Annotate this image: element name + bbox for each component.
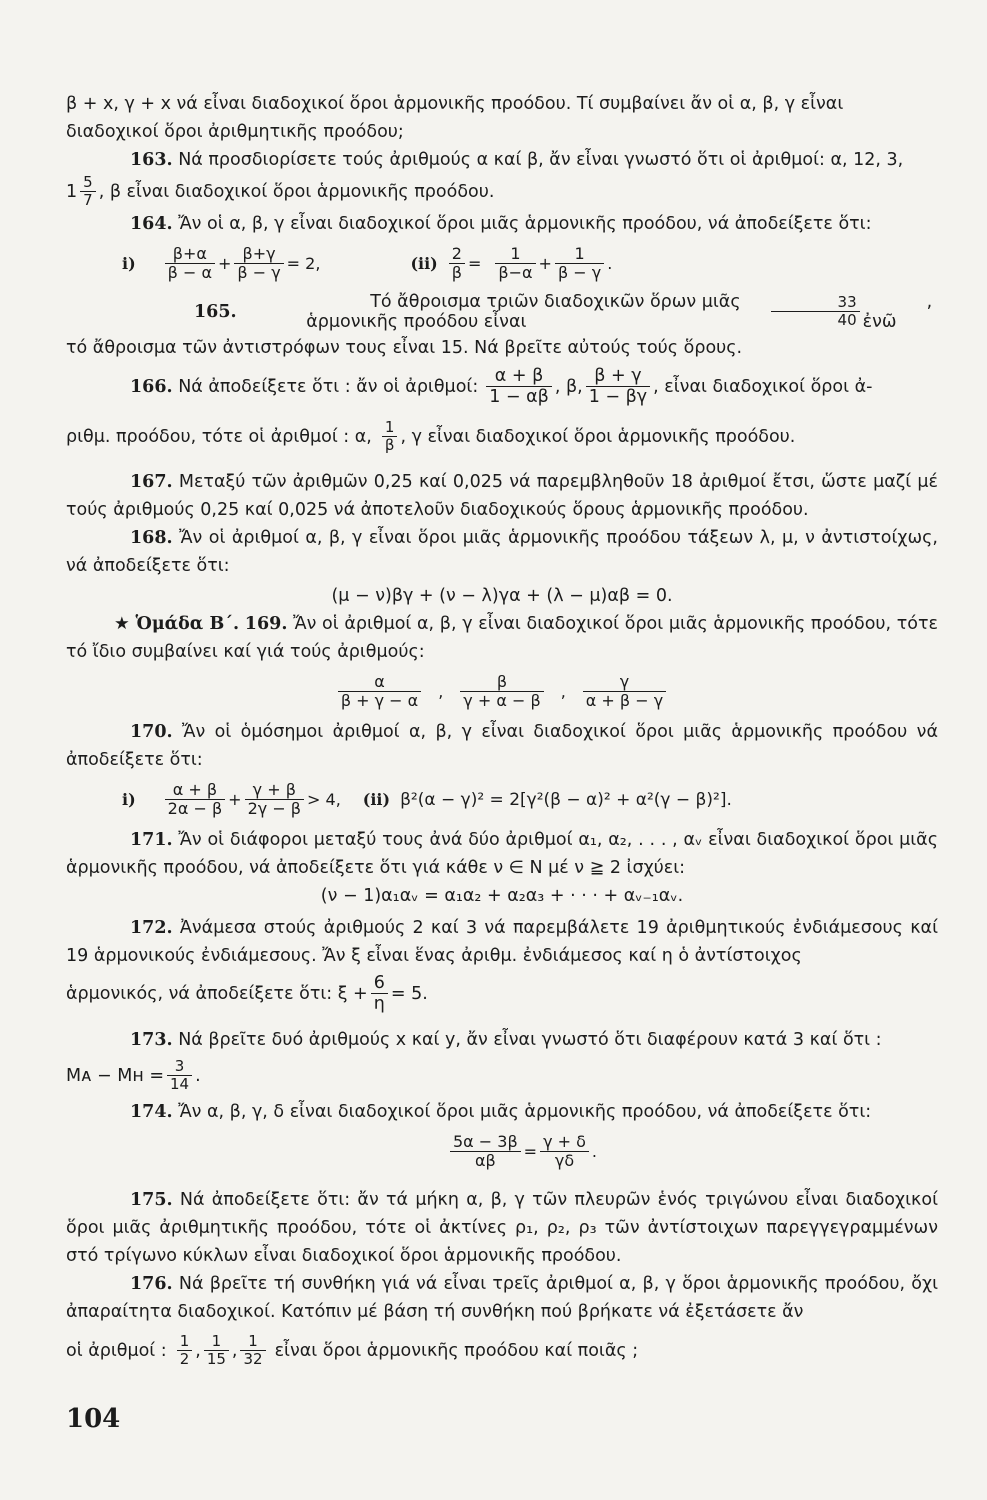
operator: + [218, 254, 232, 273]
text: ριθμ. προόδου, τότε οἱ ἀριθμοί : α, [66, 426, 372, 447]
operator: = [523, 1142, 538, 1161]
problem-174 [66, 1098, 938, 1126]
fraction [245, 781, 304, 819]
problem-number: 169. [244, 613, 288, 634]
text: ἁρμονικός, νά ἀποδείξετε ὅτι: ξ + [66, 983, 368, 1004]
text: = 5. [390, 983, 428, 1004]
separator: , [560, 682, 566, 701]
denominator: 40 [771, 311, 860, 329]
numerator: 1 [384, 417, 395, 436]
problem-number: 165. [194, 301, 237, 322]
fraction [771, 294, 860, 330]
denominator: 32 [240, 1350, 265, 1368]
problem-176-cont [66, 1326, 938, 1376]
numerator: β+α [172, 243, 207, 263]
problem-text-tail: , ἐνῶ [862, 291, 933, 332]
fraction [371, 973, 388, 1014]
problem-number: 171. [130, 829, 173, 850]
denominator: η [371, 993, 388, 1014]
numerator: 1 [211, 1331, 222, 1350]
lhs: Mᴀ − Mʜ = [66, 1065, 165, 1086]
denominator: αβ [450, 1151, 521, 1170]
numerator: 1 [510, 243, 521, 263]
equation-164 [66, 238, 938, 290]
fraction [460, 673, 543, 711]
equation-174 [66, 1126, 938, 1178]
fraction [234, 245, 283, 283]
part-label: (ii) [362, 790, 391, 809]
denominator: 2α − β [165, 799, 226, 818]
denominator: 2 [177, 1350, 193, 1368]
problem-176 [66, 1270, 938, 1326]
numerator: 1 [574, 243, 585, 263]
equation-169 [66, 666, 938, 718]
problem-number: 170. [130, 721, 173, 742]
numerator: β + γ [594, 365, 642, 386]
numerator: γ + δ [543, 1131, 586, 1151]
denominator: 14 [167, 1075, 192, 1093]
part-label: i) [122, 254, 136, 273]
denominator: 2γ − β [245, 799, 304, 818]
fraction [80, 174, 96, 210]
fraction [240, 1333, 265, 1369]
denominator: β − α [165, 263, 215, 282]
denominator: γ + α − β [460, 691, 543, 710]
problem-text: Τό ἄθροισμα τριῶν διαδοχικῶν ὅρων μιᾶς ἁρμονικῆς προόδου εἶναι [306, 291, 741, 332]
denominator: 15 [204, 1350, 229, 1368]
fraction [165, 781, 226, 819]
punctuation: . [607, 254, 613, 273]
denominator: β−α [495, 263, 535, 282]
problem-text-tail: , εἶναι διαδοχικοί ὅροι ἀ- [653, 376, 873, 397]
problem-number: 166. [130, 376, 173, 397]
numerator: α [374, 671, 385, 691]
problem-number: 174. [130, 1101, 173, 1122]
problem-172 [66, 914, 938, 970]
star-icon: ★ [114, 613, 130, 634]
denominator: β − γ [555, 263, 604, 282]
problem-text: Ἄν οἱ ἀριθμοί α, β, γ εἶναι ὅροι μιᾶς ἁρμονικῆς προόδου τάξεων λ, μ, ν ἀντιστοίχως, νά ἀποδείξετε ὅτι: [66, 527, 938, 576]
fraction [382, 419, 398, 455]
problem-number: 172. [130, 917, 173, 938]
problem-170 [66, 718, 938, 774]
fraction [495, 245, 535, 283]
problem-text: Νά βρεῖτε τή συνθήκη γιά νά εἶναι τρεῖς ἀριθμοί α, β, γ ὅροι ἁρμονικῆς προόδου, ὄχι ἀπαραίτητα διαδοχικοί. Κατόπιν μέ βάση τή συνθήκη πού βρήκατε νά ἐξετάσετε ἄν [66, 1273, 938, 1322]
fraction [338, 673, 421, 711]
numerator: γ [619, 671, 630, 691]
problem-173 [66, 1026, 938, 1054]
numerator: 3 [174, 1056, 185, 1075]
denominator: α + β − γ [583, 691, 666, 710]
page-content [66, 90, 938, 1376]
problem-text: Ἀνάμεσα στούς ἀριθμούς 2 καί 3 νά παρεμβάλετε 19 ἀριθμητικούς ἐνδιάμεσους καί 19 ἁρμονικούς ἐνδιάμεσους. Ἄν ξ εἶναι ἕνας ἀριθμ. ἐνδιάμεσος καί η ὁ ἀντίστοιχος [66, 917, 938, 966]
problem-text: Ἄν οἱ ὁμόσημοι ἀριθμοί α, β, γ εἶναι διαδοχικοί ὅροι μιᾶς ἁρμονικῆς προόδου νά ἀποδείξετε ὅτι: [66, 721, 938, 770]
problem-168 [66, 524, 938, 580]
fraction [204, 1333, 229, 1369]
problem-171 [66, 826, 938, 882]
problem-text-tail: , β εἶναι διαδοχικοί ὅροι ἁρμονικῆς προόδου. [98, 181, 495, 202]
fraction [555, 245, 604, 283]
problem-text: Νά ἀποδείξετε ὅτι : ἄν οἱ ἀριθμοί: [178, 376, 479, 397]
problem-number: 176. [130, 1273, 173, 1294]
numerator: 1 [248, 1331, 258, 1350]
denominator: β [449, 263, 465, 282]
numerator: 5 [83, 173, 93, 191]
fraction [165, 245, 215, 283]
denominator: β + γ − α [338, 691, 421, 710]
fraction [450, 1133, 521, 1171]
problem-167 [66, 468, 938, 524]
text: οἱ ἀριθμοί : [66, 1340, 167, 1361]
intro-line-2: διαδοχικοί ὅροι ἀριθμητικῆς προόδου; [66, 122, 404, 142]
problem-163 [66, 146, 938, 174]
problem-text: Ἄν οἱ ἀριθμοί α, β, γ εἶναι διαδοχικοί ὅροι μιᾶς ἁρμονικῆς προόδου, τότε τό ἴδιο συμβαίνει καί γιά τούς ἀριθμούς: [66, 613, 938, 662]
punctuation: . [591, 1142, 598, 1161]
equation-173 [66, 1054, 938, 1098]
denominator: γδ [540, 1151, 589, 1170]
denominator: β [382, 436, 398, 454]
problem-165 [66, 290, 938, 334]
mixed-number [66, 174, 99, 210]
numerator: γ + β [252, 779, 296, 799]
separator: , [438, 682, 444, 701]
separator: , [195, 1340, 201, 1361]
problem-text: Ἄν οἱ α, β, γ εἶναι διαδοχικοί ὅροι μιᾶς ἁρμονικῆς προόδου, νά ἀποδείξετε ὅτι: [178, 213, 872, 234]
problem-number: 163. [130, 150, 173, 170]
rhs: = 2, [286, 254, 321, 273]
problem-165-cont: τό ἄθροισμα τῶν ἀντιστρόφων τους εἶναι 15. Νά βρεῖτε αὐτούς τούς ὅρους. [66, 337, 743, 358]
problem-text: Νά βρεῖτε δυό ἀριθμούς x καί y, ἄν εἶναι γνωστό ὅτι διαφέρουν κατά 3 καί ὅτι : [178, 1029, 882, 1050]
numerator: 5α − 3β [452, 1131, 518, 1151]
problem-166 [66, 362, 938, 412]
numerator: α + β [494, 365, 544, 386]
numerator: β+γ [242, 243, 276, 263]
numerator: α + β [172, 779, 218, 799]
operator: + [538, 254, 552, 273]
problem-169 [66, 610, 938, 666]
fraction [177, 1333, 193, 1369]
intro-line-1: β + x, γ + x νά εἶναι διαδοχικοί ὅροι ἁρμονικῆς προόδου. Τί συμβαίνει ἄν οἱ α, β, γ εἶναι [66, 94, 844, 114]
problem-number: 173. [130, 1029, 173, 1050]
page-number: 104 [66, 1404, 121, 1434]
problem-text: Μεταξύ τῶν ἀριθμῶν 0,25 καί 0,025 νά παρεμβληθοῦν 18 ἀριθμοί ἔτσι, ὥστε μαζί μέ τούς ἀριθμούς 0,25 καί 0,025 νά ἀποτελοῦν διαδοχικούς ὅρους ἁρμονικῆς προόδου. [66, 471, 938, 520]
fraction [586, 366, 650, 407]
group-label: Ὁμάδα Β΄. [135, 613, 240, 634]
problem-number: 175. [130, 1189, 173, 1210]
problem-text: Νά ἀποδείξετε ὅτι: ἄν τά μήκη α, β, γ τῶν πλευρῶν ἑνός τριγώνου εἶναι διαδοχικοί ὅροι μιᾶς ἀριθμητικῆς προόδου, τότε οἱ ἀκτίνες ρ₁, ρ₂, ρ₃ τῶν ἀντίστοιχων παρεγγεγραμμένων στό τρίγωνο κύκλων εἶναι διαδοχικοί ὅροι ἁρμονικῆς προόδου. [66, 1189, 938, 1266]
fraction [540, 1133, 589, 1171]
denominator: 1 − βγ [586, 386, 650, 407]
equation-171: (ν − 1)α₁αᵥ = α₁α₂ + α₂α₃ + · · · + αᵥ₋₁αᵥ. [320, 885, 684, 906]
separator: , [231, 1340, 238, 1361]
fraction [486, 366, 552, 407]
denominator: 1 − αβ [486, 386, 552, 407]
problem-text: Ἄν οἱ διάφοροι μεταξύ τους ἀνά δύο ἀριθμοί α₁, α₂, . . . , αᵥ εἶναι διαδοχικοί ὅροι μιᾶς ἁρμονικῆς προόδου, νά ἀποδείξετε ὅτι γιά κάθε ν ∈ Ν μέ ν ≧ 2 ἰσχύει: [66, 829, 938, 878]
problem-163-cont [66, 174, 938, 210]
problem-number: 164. [130, 213, 173, 234]
fraction [167, 1058, 192, 1094]
numerator: β [496, 671, 508, 691]
denominator: β − γ [234, 263, 283, 282]
denominator: 7 [80, 191, 96, 209]
problem-166-cont [66, 412, 938, 462]
text: εἶναι ὅροι ἁρμονικῆς προόδου καί ποιᾶς ; [274, 1340, 639, 1361]
fraction [449, 245, 465, 283]
numerator: 1 [179, 1331, 190, 1350]
numerator: 33 [837, 292, 857, 311]
part-label: (ii) [410, 254, 438, 273]
operator: = [467, 254, 482, 273]
problem-number: 167. [130, 471, 173, 492]
problem-number: 168. [130, 527, 173, 548]
fraction [583, 673, 666, 711]
operator: + [228, 790, 242, 809]
numerator: 2 [451, 243, 462, 263]
punctuation: . [195, 1065, 201, 1086]
text: , γ εἶναι διαδοχικοί ὅροι ἁρμονικῆς προόδου. [400, 426, 796, 447]
mixed-whole: 1 [66, 181, 78, 202]
problem-text: Ἄν α, β, γ, δ εἶναι διαδοχικοί ὅροι μιᾶς ἁρμονικῆς προόδου, νά ἀποδείξετε ὅτι: [178, 1101, 872, 1122]
equation: β²(α − γ)² = 2[γ²(β − α)² + α²(γ − β)²]. [400, 789, 732, 810]
equation-168: (μ − ν)βγ + (ν − λ)γα + (λ − μ)αβ = 0. [331, 585, 673, 606]
rhs: > 4, [307, 790, 341, 809]
problem-172-cont [66, 970, 938, 1018]
problem-175 [66, 1186, 938, 1270]
numerator: 6 [373, 972, 385, 993]
problem-text: Νά προσδιορίσετε τούς ἀριθμούς α καί β, ἄν εἶναι γνωστό ὅτι οἱ ἀριθμοί: α, 12, 3, [178, 150, 904, 170]
problem-164 [66, 210, 938, 238]
equation-170 [66, 774, 938, 826]
part-label: i) [122, 790, 136, 809]
text: , β, [554, 376, 583, 397]
